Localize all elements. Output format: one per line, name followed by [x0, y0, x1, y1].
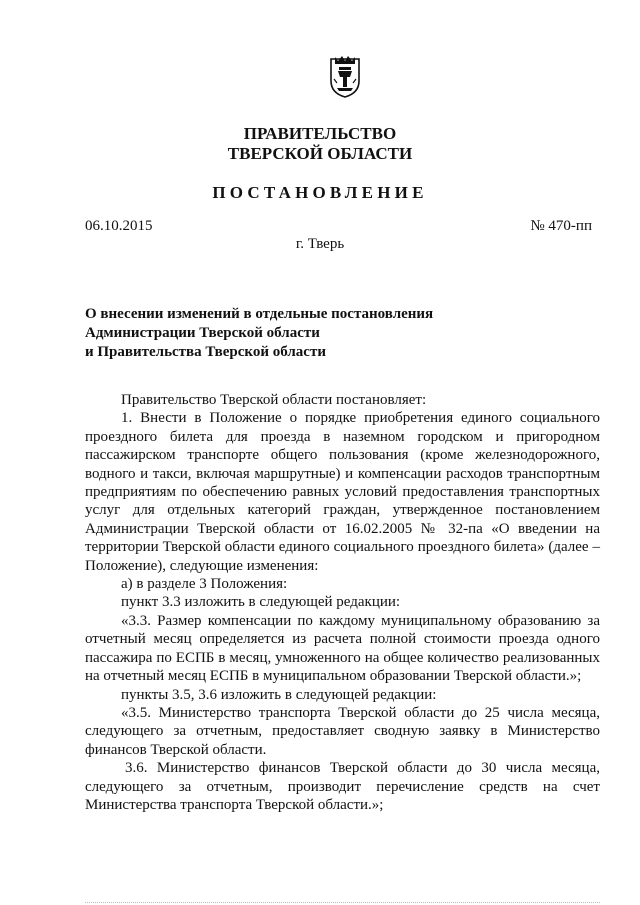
body-paragraph: а) в разделе 3 Положения:	[121, 576, 288, 593]
government-title-line2: ТВЕРСКОЙ ОБЛАСТИ	[227, 144, 413, 163]
subject-line: Администрации Тверской области	[85, 325, 320, 341]
document-subject	[85, 305, 585, 362]
body-paragraph: 3.6. Министерство финансов Тверской области до 30 числа месяца, следующего за отчетным, производит перечисление средств на счет Министерства транспорта Тверской области.»;	[85, 760, 600, 813]
document-city: г. Тверь	[295, 236, 345, 252]
body-paragraph: 1. Внести в Положение о порядке приобретения единого социального проездного билета для проезда в наземном городском и пригородном пассажирском транспорте общего пользования (кроме железнодорожного, водного и такси, включая маршрутные) и компенсации расходов транспортным предприятиям по обеспечению равных условий предоставления транспортных услуг для отдельных категорий граждан, утвержденное постановлением Администрации Тверской области от 16.02.2005 № 32-па «О введении на территории Тверской области единого социального проездного билета» (далее – Положение), следующие изменения:	[85, 410, 600, 574]
subject-line: и Правительства Тверской области	[85, 344, 326, 360]
document-number: № 470-пп	[530, 218, 592, 234]
body-paragraph: «3.5. Министерство транспорта Тверской области до 25 числа месяца, следующего за отчетным, предоставляет сводную заявку в Министерство финансов Тверской области.	[85, 704, 600, 758]
body-paragraph: пункты 3.5, 3.6 изложить в следующей редакции:	[121, 686, 437, 703]
document-type: ПОСТАНОВЛЕНИЕ	[212, 183, 428, 202]
government-title-line1: ПРАВИТЕЛЬСТВО	[243, 124, 397, 143]
body-paragraph: Правительство Тверской области постановляет:	[121, 392, 427, 408]
body-paragraph: «3.3. Размер компенсации по каждому муниципальному образованию за отчетный месяц определяется из расчета полной стоимости проезда одного пассажира по ЕСПБ в месяц, умноженного на общее количество реализованных на отчетный месяц ЕСПБ в муниципальном образовании Тверской области.»;	[85, 612, 600, 685]
document-body	[85, 391, 600, 814]
body-paragraph: пункт 3.3 изложить в следующей редакции:	[121, 594, 401, 611]
coat-of-arms-icon	[329, 55, 361, 99]
document-date: 06.10.2015	[85, 218, 153, 234]
page-edge-divider	[85, 902, 600, 903]
subject-line: О внесении изменений в отдельные постановления	[85, 306, 434, 322]
